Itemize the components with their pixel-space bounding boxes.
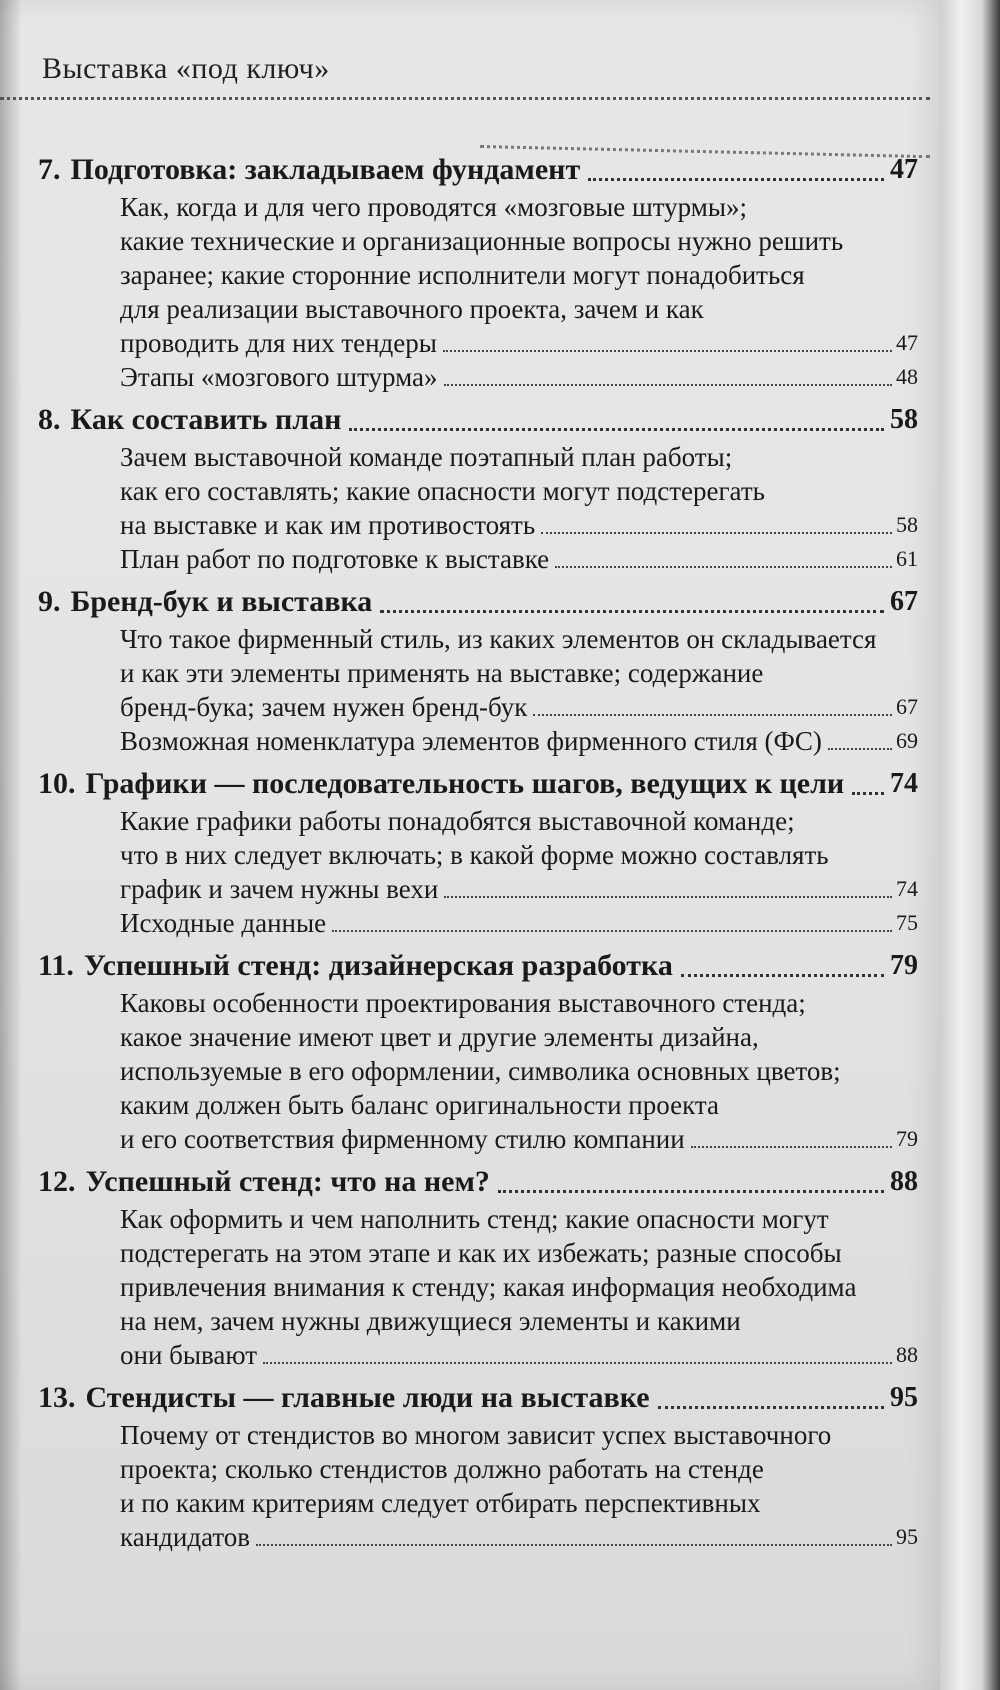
chapter-heading xyxy=(38,764,918,804)
toc-chapter xyxy=(38,582,918,758)
chapter-heading xyxy=(38,1378,918,1418)
dot-leader xyxy=(256,1544,892,1546)
entry-text: и по каким критериям следует отбирать перспективных xyxy=(120,1488,761,1518)
toc-entry xyxy=(120,360,918,394)
entry-last-line xyxy=(120,906,918,940)
chapter-title: Графики — последовательность шагов, ведущих к цели xyxy=(85,767,845,800)
entry-text: проводить для них тендеры xyxy=(120,328,437,358)
dot-leader xyxy=(828,748,892,750)
entry-page-number: 95 xyxy=(896,1524,918,1549)
toc-entry xyxy=(120,440,918,542)
chapter-title: Стендисты — главные люди на выставке xyxy=(85,1381,650,1414)
entry-text: План работ по подготовке к выставке xyxy=(120,544,550,574)
dot-leader xyxy=(691,1146,892,1148)
entry-page-number: 58 xyxy=(896,512,918,537)
dot-leader xyxy=(263,1362,892,1364)
chapter-title: Как составить план xyxy=(70,403,342,436)
chapter-page-number: 79 xyxy=(890,950,918,981)
entry-text: какое значение имеют цвет и другие элементы дизайна, xyxy=(120,1022,759,1052)
toc-entry xyxy=(120,724,918,758)
entry-last-line xyxy=(120,508,918,542)
entry-text: что в них следует включать; в какой форме можно составлять xyxy=(120,840,829,870)
table-of-contents xyxy=(38,150,918,1560)
dot-leader xyxy=(349,428,884,431)
dot-leader xyxy=(498,1190,884,1193)
entry-text: Зачем выставочной команде поэтапный план работы; xyxy=(120,442,733,472)
chapter-heading xyxy=(38,1162,918,1202)
chapter-title: Подготовка: закладываем фундамент xyxy=(70,153,581,186)
entry-text: привлечения внимания к стенду; какая информация необходима xyxy=(120,1272,857,1302)
entry-last-line xyxy=(120,360,918,394)
dot-leader xyxy=(444,896,892,898)
toc-chapter xyxy=(38,1378,918,1554)
entry-last-line xyxy=(120,690,918,724)
toc-entry xyxy=(120,804,918,906)
toc-chapter xyxy=(38,946,918,1156)
chapter-title: Бренд-бук и выставка xyxy=(70,585,373,618)
entry-text: Почему от стендистов во многом зависит успех выставочного xyxy=(120,1420,832,1450)
entry-page-number: 47 xyxy=(896,330,918,355)
toc-chapter xyxy=(38,400,918,576)
chapter-page-number: 88 xyxy=(890,1166,918,1197)
dot-leader xyxy=(444,384,892,386)
entry-last-line xyxy=(120,1338,918,1372)
chapter-number: 13. xyxy=(38,1381,76,1414)
chapter-number: 12. xyxy=(38,1165,76,1198)
entry-page-number: 79 xyxy=(896,1126,918,1151)
chapter-heading xyxy=(38,582,918,622)
dot-leader xyxy=(443,350,892,352)
chapter-page-number: 95 xyxy=(890,1382,918,1413)
entry-text: они бывают xyxy=(120,1340,258,1370)
chapter-heading xyxy=(38,946,918,986)
toc-entry xyxy=(120,986,918,1156)
dot-leader xyxy=(658,1406,884,1409)
entry-text: бренд-бука; зачем нужен бренд-бук xyxy=(120,692,528,722)
entry-text: Возможная номенклатура элементов фирменного стиля (ФС) xyxy=(120,726,822,756)
entry-last-line xyxy=(120,1520,918,1554)
entry-page-number: 69 xyxy=(896,728,918,753)
entry-last-line xyxy=(120,1122,918,1156)
entry-text: для реализации выставочного проекта, зачем и как xyxy=(120,294,704,324)
chapter-number: 7. xyxy=(38,153,61,186)
dot-leader xyxy=(541,532,892,534)
entry-text: какие технические и организационные вопросы нужно решить xyxy=(120,226,844,256)
chapter-page-number: 67 xyxy=(890,586,918,617)
dot-leader xyxy=(555,566,892,568)
header-dotted-rule xyxy=(0,97,930,100)
entry-text: проекта; сколько стендистов должно работать на стенде xyxy=(120,1454,764,1484)
entry-text: как его составлять; какие опасности могут подстерегать xyxy=(120,476,765,506)
chapter-number: 8. xyxy=(38,403,61,436)
toc-entry xyxy=(120,622,918,724)
entry-last-line xyxy=(120,872,918,906)
toc-entry xyxy=(120,1202,918,1372)
toc-entry xyxy=(120,906,918,940)
chapter-heading xyxy=(38,400,918,440)
chapter-page-number: 47 xyxy=(890,154,918,185)
entry-page-number: 74 xyxy=(896,876,918,901)
entry-text: Какие графики работы понадобятся выставочной команде; xyxy=(120,806,795,836)
dot-leader xyxy=(588,178,884,181)
toc-chapter xyxy=(38,1162,918,1372)
chapter-title: Успешный стенд: дизайнерская разработка xyxy=(83,949,673,982)
chapter-heading xyxy=(38,150,918,190)
entry-page-number: 88 xyxy=(896,1342,918,1367)
toc-chapter xyxy=(38,150,918,394)
dot-leader xyxy=(332,930,892,932)
chapter-page-number: 58 xyxy=(890,404,918,435)
toc-entry xyxy=(120,542,918,576)
toc-entry xyxy=(120,190,918,360)
entry-text: на нем, зачем нужны движущиеся элементы и какими xyxy=(120,1306,741,1336)
dot-leader xyxy=(533,714,892,716)
gutter-shadow xyxy=(0,0,22,1690)
entry-text: и как эти элементы применять на выставке; содержание xyxy=(120,658,764,688)
entry-text: кандидатов xyxy=(120,1522,251,1552)
running-head: Выставка «под ключ» xyxy=(42,52,330,85)
entry-text: Каковы особенности проектирования выставочного стенда; xyxy=(120,988,806,1018)
entry-page-number: 61 xyxy=(896,546,918,571)
toc-chapter xyxy=(38,764,918,940)
page-edge xyxy=(940,0,1000,1690)
entry-text: Как оформить и чем наполнить стенд; какие опасности могут xyxy=(120,1204,829,1234)
entry-text: Исходные данные xyxy=(120,908,327,938)
toc-entry xyxy=(120,1418,918,1554)
entry-text: на выставке и как им противостоять xyxy=(120,510,536,540)
dot-leader xyxy=(681,974,884,977)
chapter-title: Успешный стенд: что на нем? xyxy=(85,1165,490,1198)
entry-page-number: 48 xyxy=(896,364,918,389)
entry-page-number: 75 xyxy=(896,910,918,935)
entry-last-line xyxy=(120,724,918,758)
entry-text: заранее; какие сторонние исполнители могут понадобиться xyxy=(120,260,805,290)
chapter-number: 9. xyxy=(38,585,61,618)
entry-text: используемые в его оформлении, символика основных цветов; xyxy=(120,1056,841,1086)
entry-text: каким должен быть баланс оригинальности проекта xyxy=(120,1090,719,1120)
entry-page-number: 67 xyxy=(896,694,918,719)
entry-text: Что такое фирменный стиль, из каких элементов он складывается xyxy=(120,624,877,654)
dot-leader xyxy=(380,610,884,613)
entry-text: Этапы «мозгового штурма» xyxy=(120,362,438,392)
dot-leader xyxy=(852,792,884,795)
entry-last-line xyxy=(120,326,918,360)
chapter-number: 11. xyxy=(38,949,74,982)
chapter-number: 10. xyxy=(38,767,76,800)
entry-text: Как, когда и для чего проводятся «мозговые штурмы»; xyxy=(120,192,747,222)
chapter-page-number: 74 xyxy=(890,768,918,799)
entry-text: и его соответствия фирменному стилю компании xyxy=(120,1124,685,1154)
entry-text: график и зачем нужны вехи xyxy=(120,874,439,904)
entry-text: подстерегать на этом этапе и как их избежать; разные способы xyxy=(120,1238,842,1268)
entry-last-line xyxy=(120,542,918,576)
